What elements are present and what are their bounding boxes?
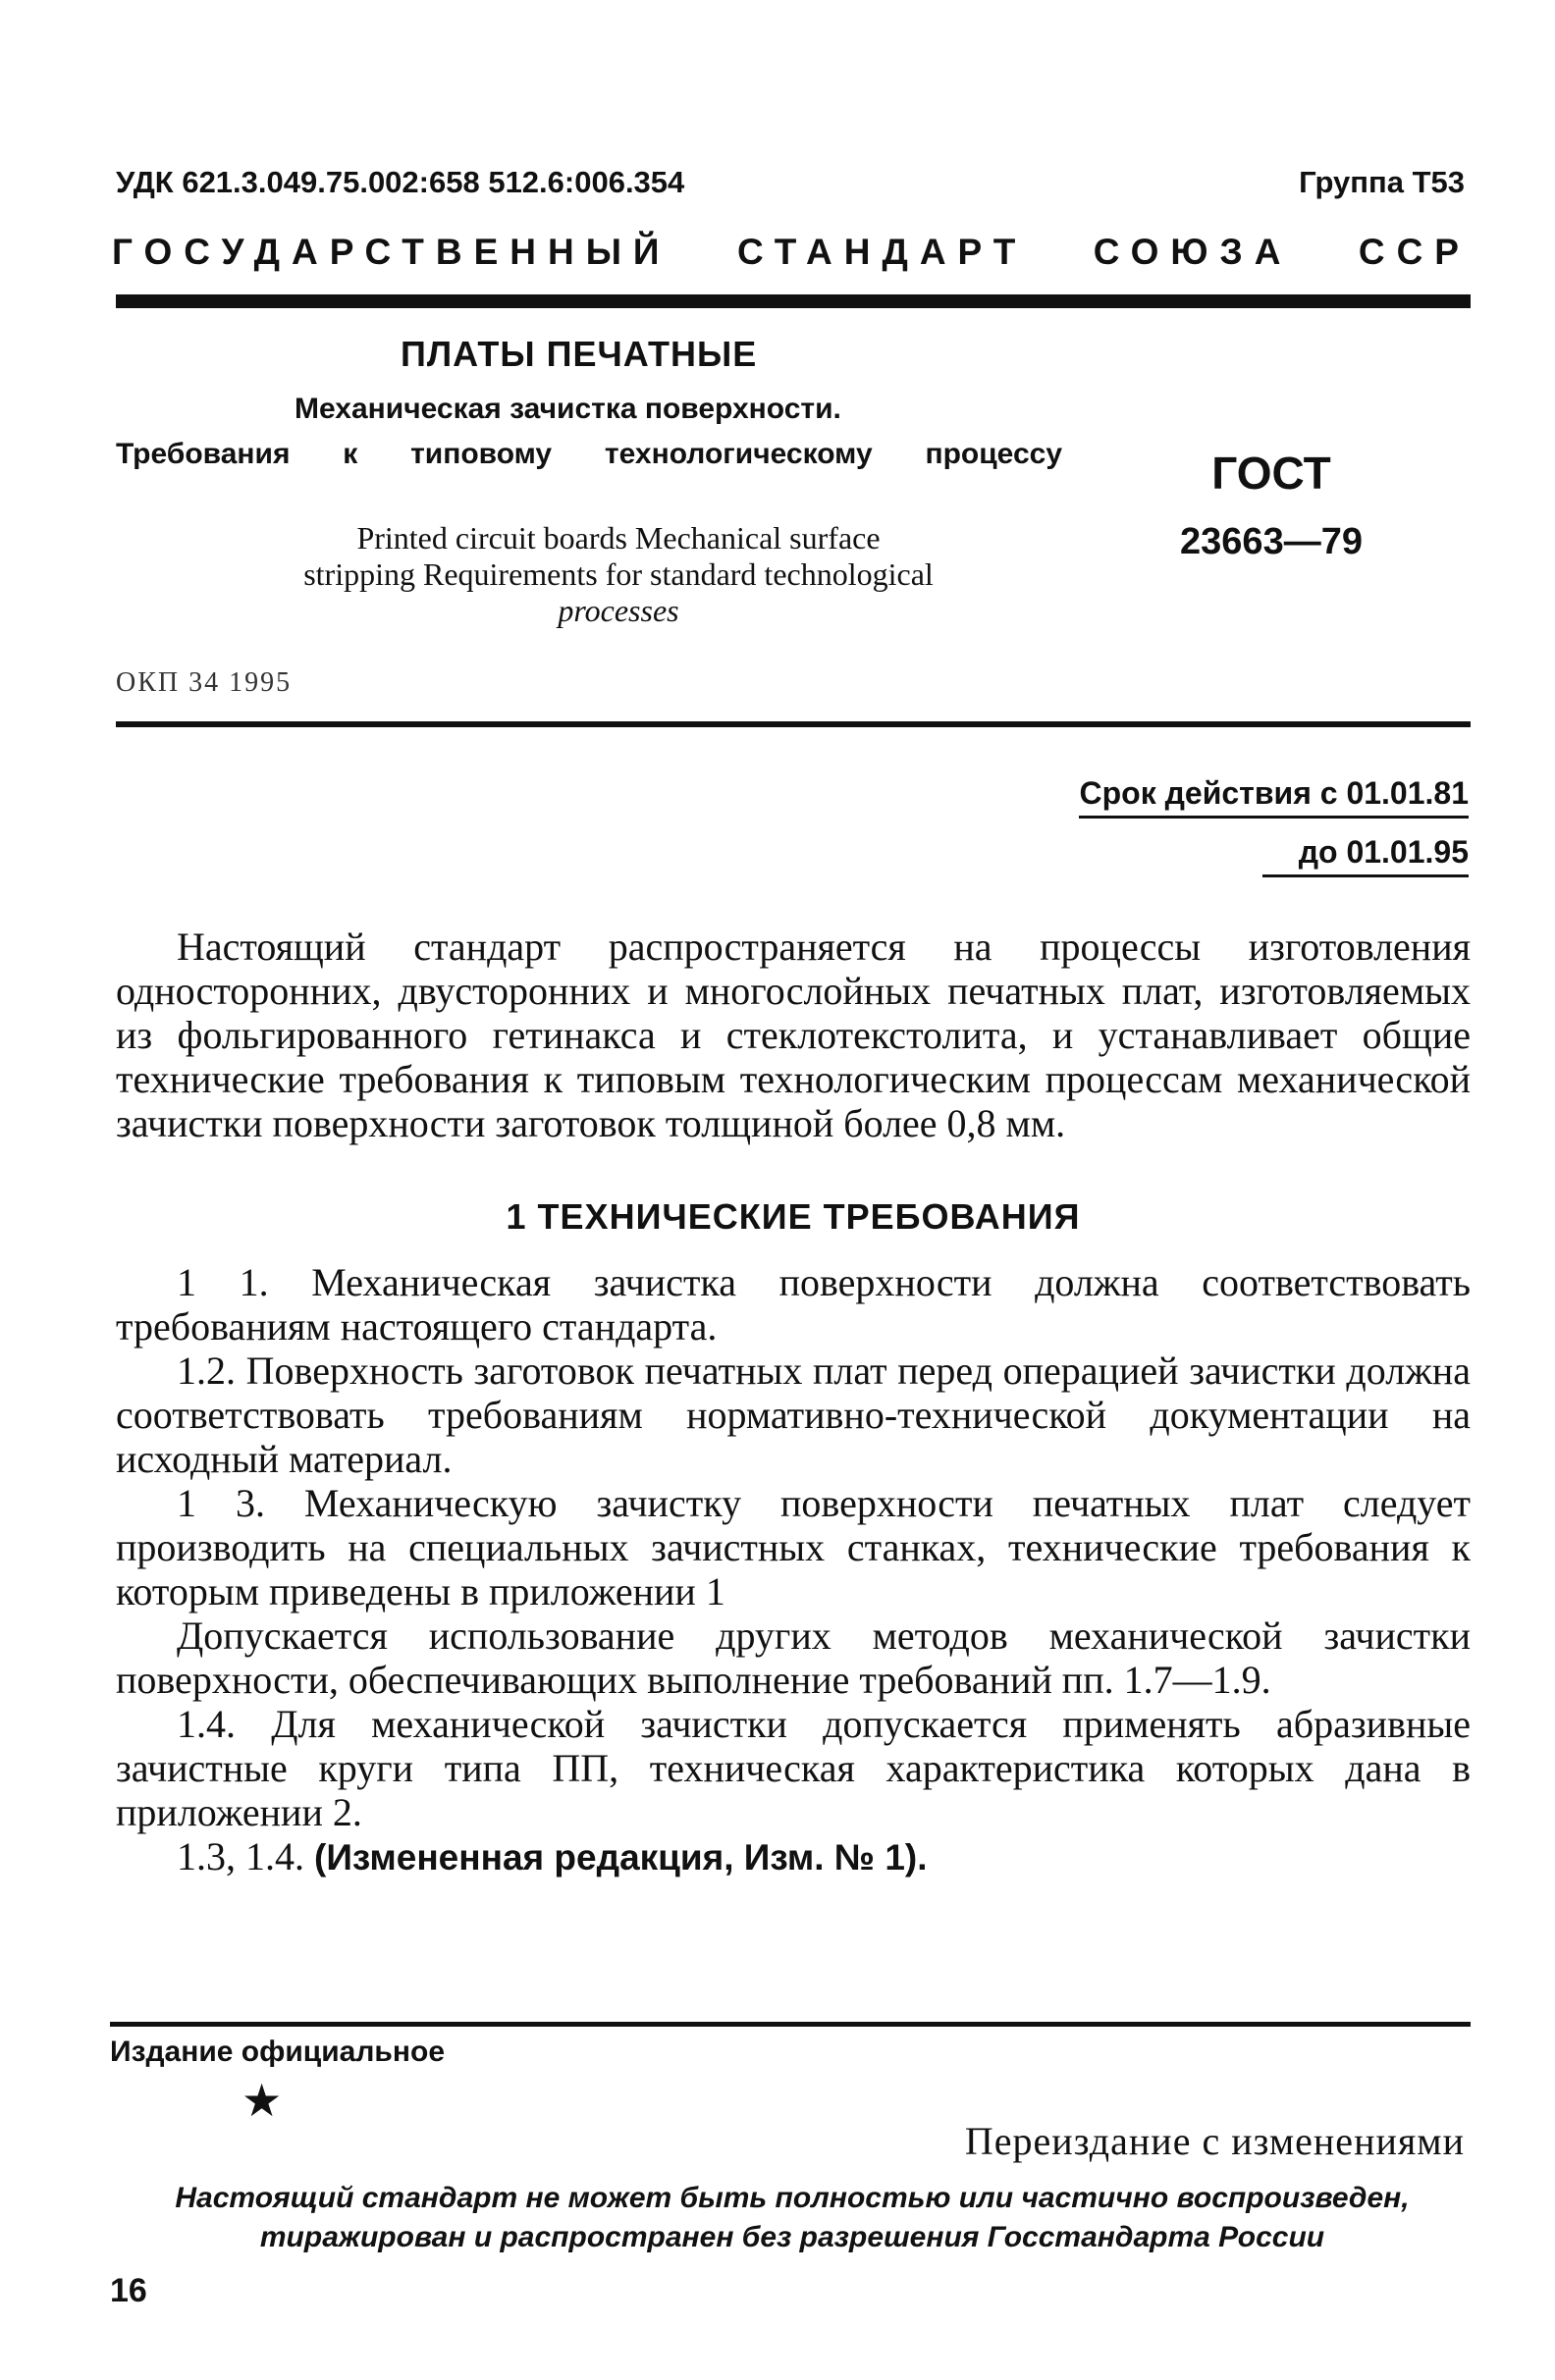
change-note-ref: 1.3, 1.4. [177, 1834, 304, 1878]
gost-block [1129, 447, 1414, 563]
gost-label: ГОСТ [1211, 448, 1331, 499]
edition-label: Издание официальное [110, 2036, 446, 2068]
udk-code: УДК 621.3.049.75.002:658 512.6:006.354 [116, 165, 685, 199]
section-title: 1 ТЕХНИЧЕСКИЕ ТРЕБОВАНИЯ [506, 1196, 1081, 1237]
clause-1-3: 1 3. Механическую зачистку поверхности печатных плат следует производить на специальных зачистных станках, технические требования к которым приведены в приложении 1 [116, 1481, 1471, 1613]
document-body [116, 925, 1471, 1879]
copyright-notice [110, 2179, 1475, 2257]
state-standard-heading: ГОСУДАРСТВЕННЫЙ СТАНДАРТ СОЮЗА ССР [112, 232, 1471, 272]
copyright-notice-line-2: тиражирован и распространен без разрешения Госстандарта России [259, 2221, 1325, 2253]
english-title-line-1: Printed circuit boards Mechanical surface [356, 520, 881, 555]
document-subtitle-1: Механическая зачистка поверхности. [295, 393, 841, 425]
gost-number: 23663—79 [1180, 521, 1363, 562]
copyright-notice-line-1: Настоящий стандарт не может быть полностью или частично воспроизведен, [175, 2182, 1410, 2214]
english-title-line-3: processes [558, 593, 679, 628]
clause-1-2: 1.2. Поверхность заготовок печатных плат перед операцией зачистки должна соответствовать требованиям нормативно-технической документации на исходный материал. [116, 1349, 1471, 1481]
footer-divider [110, 2022, 1471, 2027]
middle-divider [116, 721, 1471, 727]
change-note [116, 1834, 1471, 1879]
star-icon: ★ [241, 2076, 283, 2126]
intro-paragraph: Настоящий стандарт распространяется на процессы изготовления односторонних, двусторонних и многослойных печатных плат, изготовляемых из фольгированного гетинакса и стеклотекстолита, и устанавливает общие технические требования к типовым технологическим процессам механической зачистки поверхности заготовок толщиной более 0,8 мм. [116, 925, 1471, 1145]
page-number: 16 [110, 2272, 147, 2309]
validity-period [1079, 775, 1469, 877]
document-title: ПЛАТЫ ПЕЧАТНЫЕ [401, 334, 758, 374]
document-subtitle-2: Требования к типовому технологическому процессу [116, 438, 1062, 470]
english-title-line-2: stripping Requirements for standard technological [303, 556, 934, 592]
reissue-label: Переиздание с изменениями [964, 2119, 1465, 2163]
top-divider [116, 294, 1471, 308]
english-title [177, 520, 1060, 629]
group-code: Группа Т53 [1299, 165, 1465, 199]
clause-1-1: 1 1. Механическая зачистка поверхности должна соответствовать требованиям настоящего стандарта. [116, 1260, 1471, 1349]
clause-1-3-allowed: Допускается использование других методов механической зачистки поверхности, обеспечивающих выполнение требований пп. 1.7—1.9. [116, 1613, 1471, 1702]
validity-to: до 01.01.95 [1262, 834, 1469, 877]
change-note-text: (Измененная редакция, Изм. № 1). [314, 1837, 928, 1878]
validity-from: Срок действия с 01.01.81 [1079, 775, 1469, 819]
okp-code: ОКП 34 1995 [116, 667, 293, 698]
clause-1-4: 1.4. Для механической зачистки допускается применять абразивные зачистные круги типа ПП, техническая характеристика которых дана в приложении 2. [116, 1702, 1471, 1834]
